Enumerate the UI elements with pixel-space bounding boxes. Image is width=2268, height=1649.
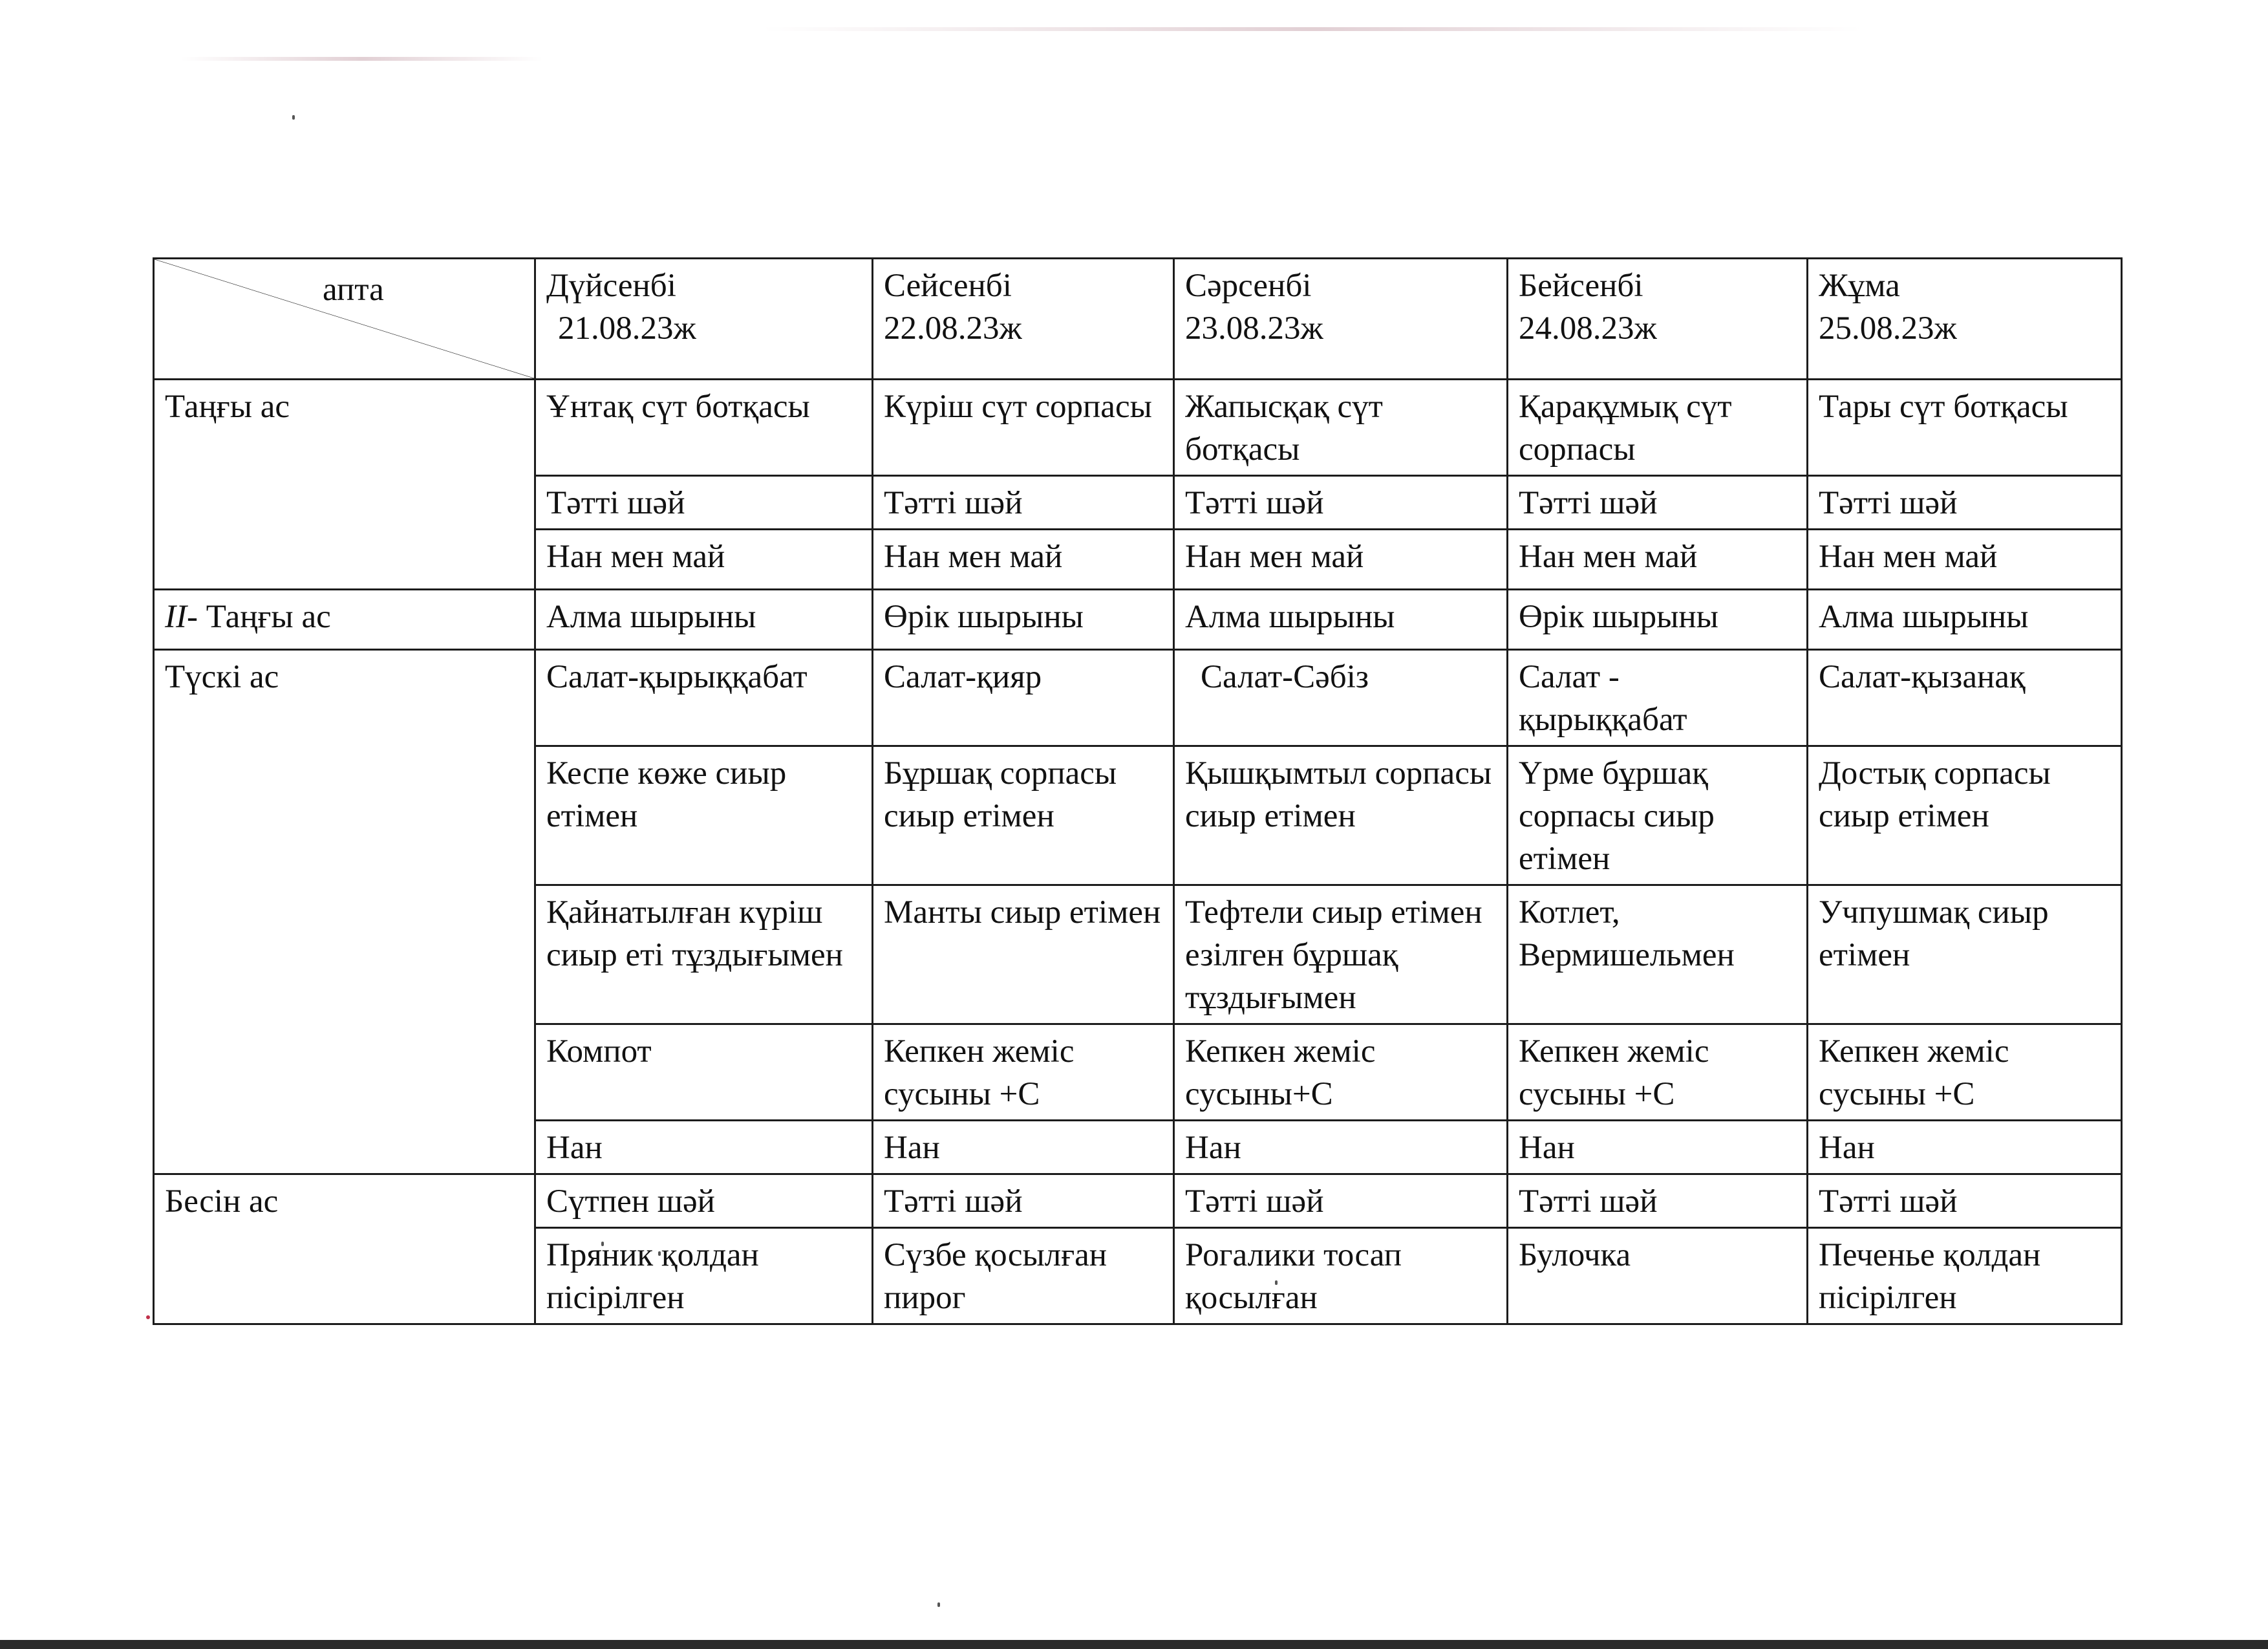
menu-cell: Тары сүт ботқасы xyxy=(1808,380,2122,476)
scan-speck xyxy=(292,115,295,120)
menu-cell: Кеспе көже сиыр етімен xyxy=(535,746,873,885)
header-row xyxy=(154,259,2122,380)
table-row xyxy=(154,650,2122,746)
menu-cell: Тәтті шәй xyxy=(873,1174,1174,1228)
day-name: Сейсенбі xyxy=(884,268,1012,304)
menu-cell: Алма шырыны xyxy=(1174,590,1508,650)
day-header-monday xyxy=(535,259,873,380)
menu-cell: Салат-қызанақ xyxy=(1808,650,2122,746)
menu-cell: Нан xyxy=(1808,1121,2122,1174)
scan-speck xyxy=(937,1602,940,1607)
menu-cell: Салат-Сәбіз xyxy=(1174,650,1508,746)
meal-label-second-breakfast xyxy=(154,590,535,650)
scan-smudge-left xyxy=(181,57,543,61)
menu-cell: Сүтпен шәй xyxy=(535,1174,873,1228)
meal-label-prefix: ІІ- xyxy=(165,599,198,635)
day-header-wednesday xyxy=(1174,259,1508,380)
menu-cell: Кепкен жеміс сусыны +С xyxy=(1808,1024,2122,1121)
menu-cell: Тәтті шәй xyxy=(535,476,873,530)
menu-cell: Нан xyxy=(1174,1121,1508,1174)
menu-cell: Кепкен жеміс сусыны+С xyxy=(1174,1024,1508,1121)
meal-label-lunch: Түскі ас xyxy=(154,650,535,1174)
menu-cell: Пряник қолдан пісірілген xyxy=(535,1228,873,1324)
menu-cell: Жапысқақ сүт ботқасы xyxy=(1174,380,1508,476)
menu-cell: Рогалики тосап қосылған xyxy=(1174,1228,1508,1324)
menu-cell: Өрік шырыны xyxy=(1508,590,1808,650)
table-row xyxy=(154,590,2122,650)
scan-smudge-center xyxy=(763,27,1862,31)
menu-cell: Нан мен май xyxy=(873,530,1174,590)
day-date: 23.08.23ж xyxy=(1185,310,1323,347)
menu-cell: Кепкен жеміс сусыны +С xyxy=(1508,1024,1808,1121)
meal-label-breakfast: Таңғы ас xyxy=(154,380,535,590)
menu-cell: Тәтті шәй xyxy=(1808,1174,2122,1228)
day-name: Дүйсенбі xyxy=(546,268,676,304)
menu-cell: Өрік шырыны xyxy=(873,590,1174,650)
week-corner-cell xyxy=(154,259,535,380)
menu-cell: Булочка xyxy=(1508,1228,1808,1324)
menu-cell: Нан мен май xyxy=(1174,530,1508,590)
table-row xyxy=(154,1174,2122,1228)
day-name: Сәрсенбі xyxy=(1185,268,1312,304)
menu-cell: Тәтті шәй xyxy=(1174,1174,1508,1228)
menu-cell: Салат-қырыққабат xyxy=(535,650,873,746)
day-name: Жұма xyxy=(1819,268,1900,304)
menu-cell: Нан xyxy=(1508,1121,1808,1174)
day-date: 24.08.23ж xyxy=(1519,310,1657,347)
menu-cell: Тәтті шәй xyxy=(1174,476,1508,530)
day-header-friday xyxy=(1808,259,2122,380)
menu-cell: Қышқымтыл сорпасы сиыр етімен xyxy=(1174,746,1508,885)
menu-cell: Нан xyxy=(535,1121,873,1174)
week-label: апта xyxy=(323,272,384,308)
day-date: 21.08.23ж xyxy=(558,310,696,347)
menu-cell: Кепкен жеміс сусыны +С xyxy=(873,1024,1174,1121)
menu-cell: Нан xyxy=(873,1121,1174,1174)
menu-cell: Күріш сүт сорпасы xyxy=(873,380,1174,476)
menu-cell: Тефтели сиыр етімен езілген бұршақ тұздығымен xyxy=(1174,885,1508,1024)
menu-cell: Тәтті шәй xyxy=(1808,476,2122,530)
menu-cell: Компот xyxy=(535,1024,873,1121)
menu-cell: Тәтті шәй xyxy=(1508,476,1808,530)
menu-cell: Қайнатылған күріш сиыр еті тұздығымен xyxy=(535,885,873,1024)
meal-label-text: Таңғы ас xyxy=(206,599,331,635)
menu-cell: Нан мен май xyxy=(1508,530,1808,590)
day-name: Бейсенбі xyxy=(1519,268,1643,304)
menu-cell: Салат - қырыққабат xyxy=(1508,650,1808,746)
meal-label-snack: Бесін ас xyxy=(154,1174,535,1324)
menu-cell: Қарақұмық сүт сорпасы xyxy=(1508,380,1808,476)
menu-cell: Достық сорпасы сиыр етімен xyxy=(1808,746,2122,885)
day-header-tuesday xyxy=(873,259,1174,380)
table-row xyxy=(154,380,2122,476)
day-date: 25.08.23ж xyxy=(1819,310,1957,347)
menu-cell: Салат-қияр xyxy=(873,650,1174,746)
menu-cell: Алма шырыны xyxy=(1808,590,2122,650)
menu-cell: Тәтті шәй xyxy=(873,476,1174,530)
menu-cell: Нан мен май xyxy=(535,530,873,590)
menu-cell: Үрме бұршақ сорпасы сиыр етімен xyxy=(1508,746,1808,885)
menu-cell: Учпушмақ сиыр етімен xyxy=(1808,885,2122,1024)
menu-cell: Манты сиыр етімен xyxy=(873,885,1174,1024)
menu-cell: Алма шырыны xyxy=(535,590,873,650)
menu-cell: Бұршақ сорпасы сиыр етімен xyxy=(873,746,1174,885)
menu-cell: Сүзбе қосылған пирог xyxy=(873,1228,1174,1324)
day-date: 22.08.23ж xyxy=(884,310,1022,347)
scan-speck xyxy=(146,1315,150,1319)
menu-cell: Нан мен май xyxy=(1808,530,2122,590)
menu-cell: Тәтті шәй xyxy=(1508,1174,1808,1228)
menu-cell: Печенье қолдан пісірілген xyxy=(1808,1228,2122,1324)
menu-cell: Ұнтақ сүт ботқасы xyxy=(535,380,873,476)
scan-edge xyxy=(0,1640,2268,1649)
day-header-thursday xyxy=(1508,259,1808,380)
weekly-menu-table xyxy=(153,257,2123,1325)
menu-cell: Котлет, Вермишельмен xyxy=(1508,885,1808,1024)
